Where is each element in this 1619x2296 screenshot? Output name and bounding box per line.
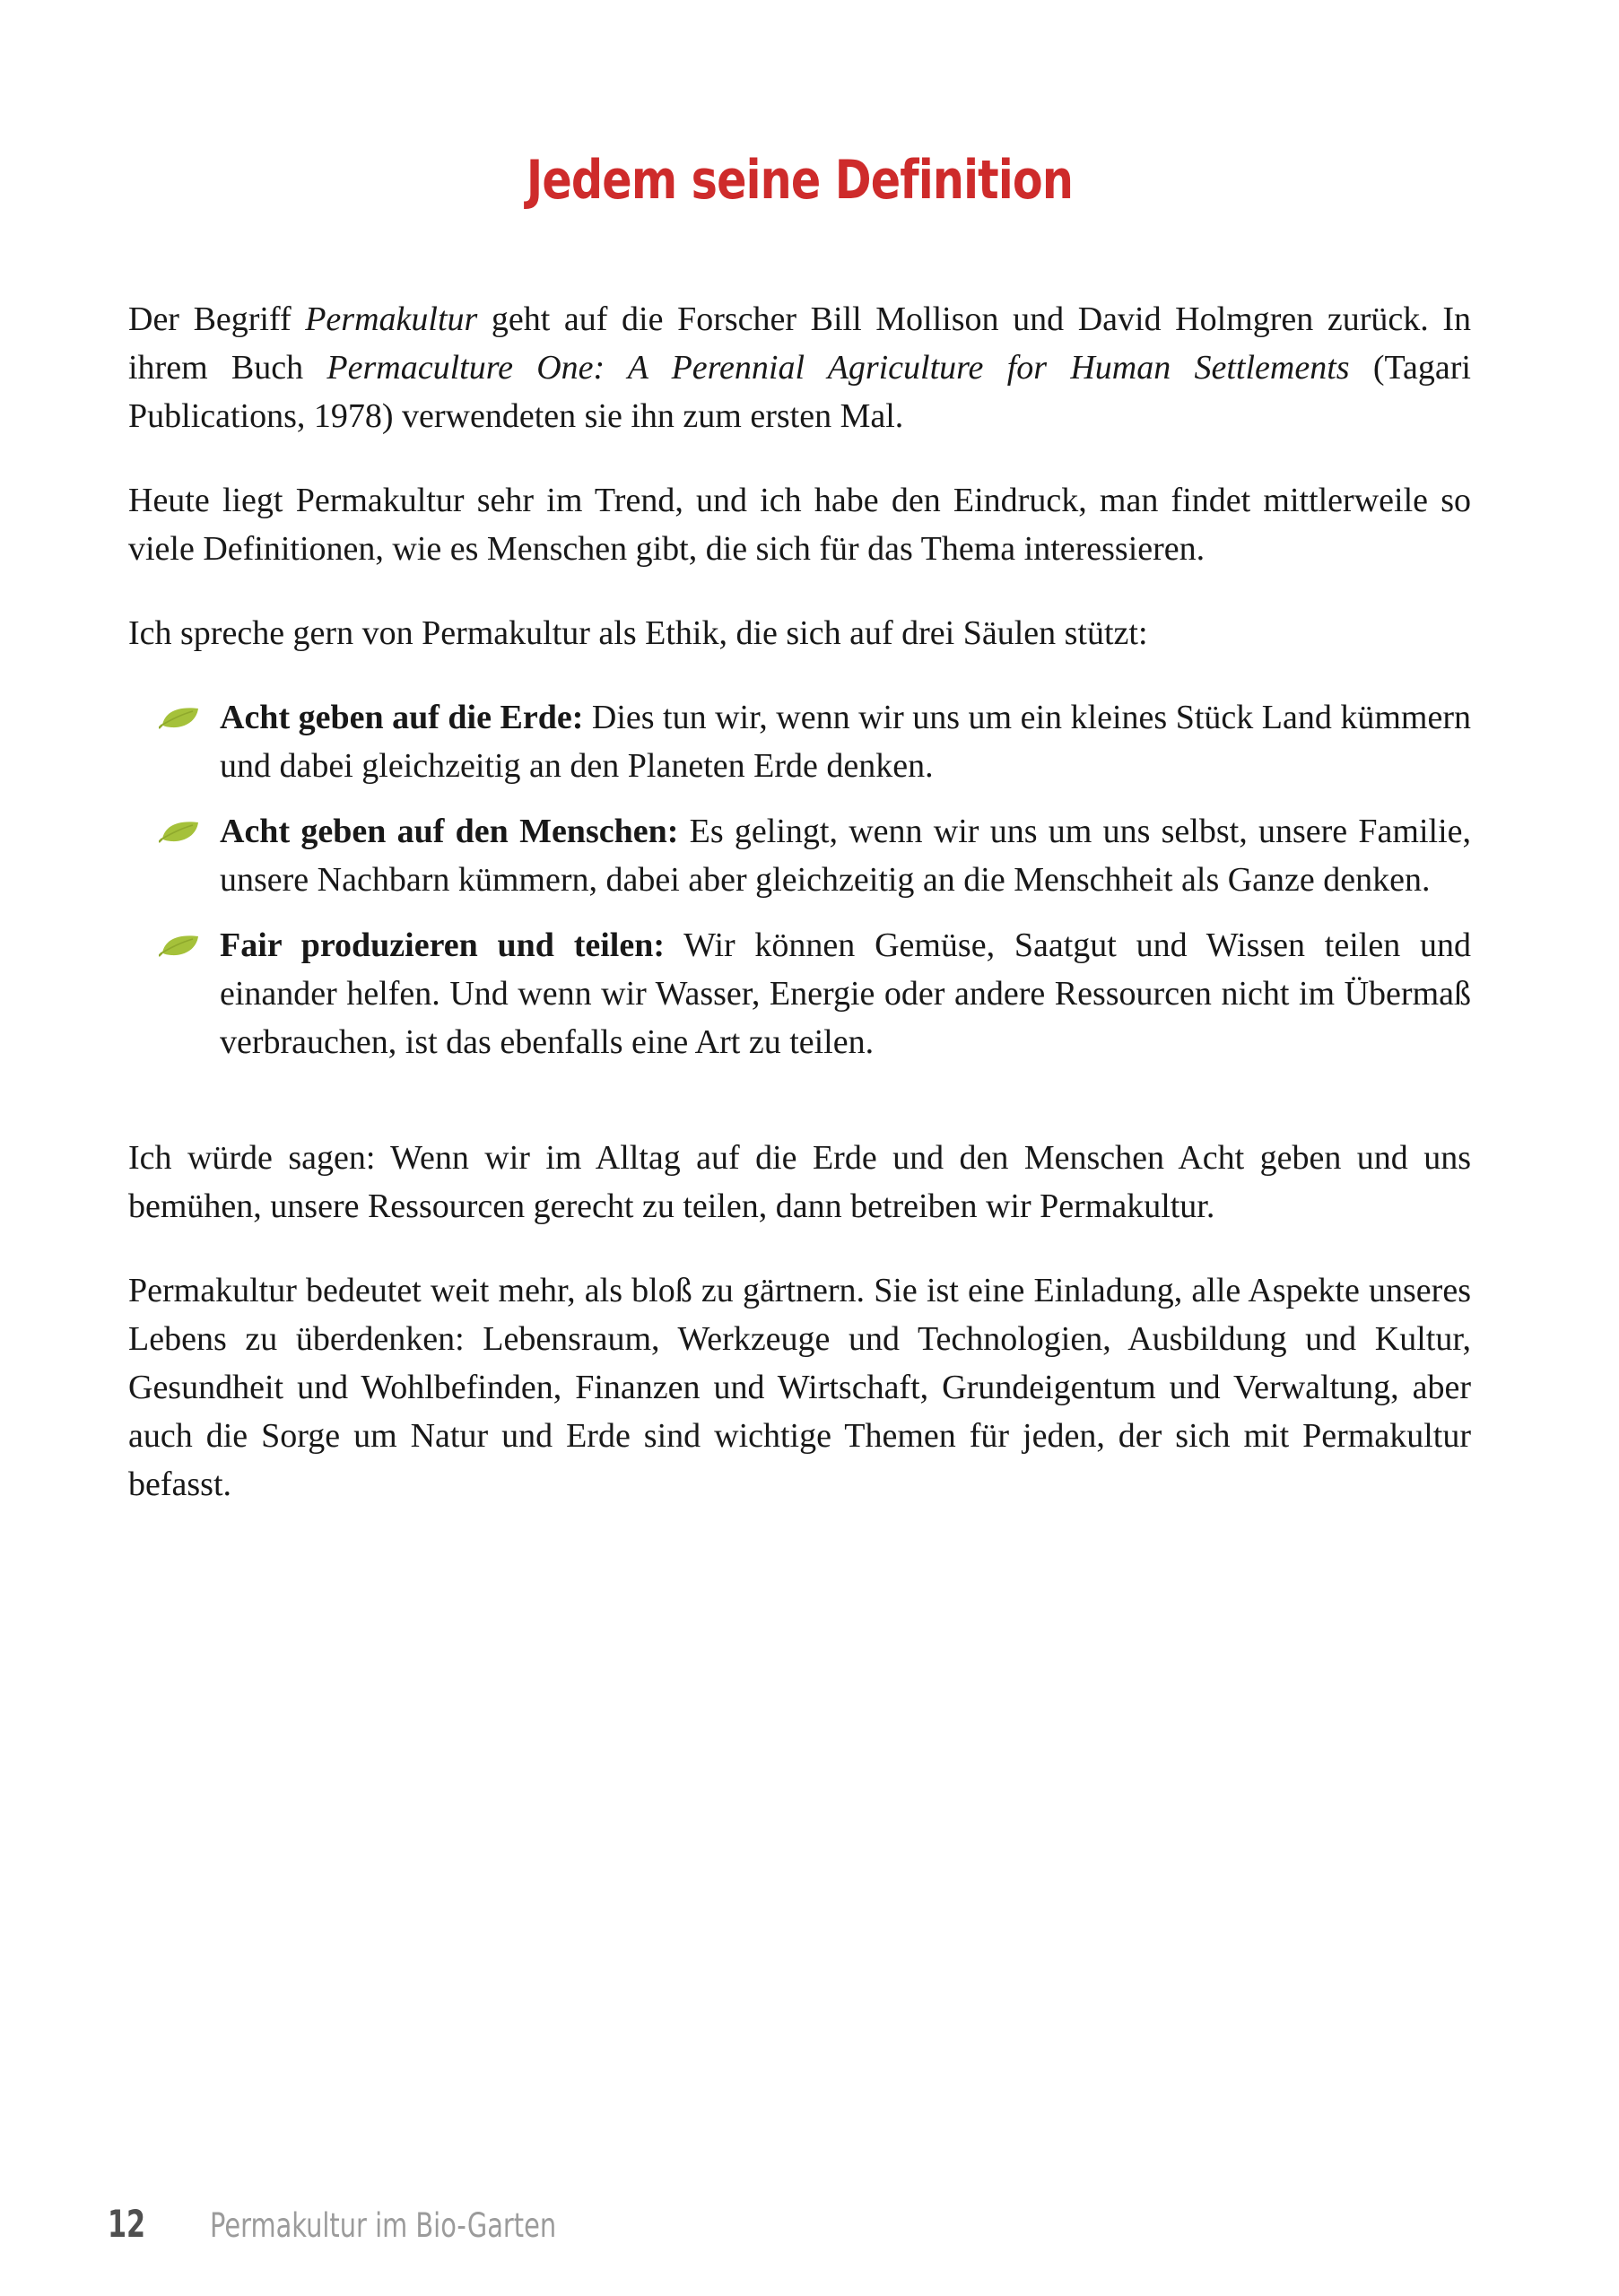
list-item-body: Es gelingt, wenn wir uns um uns selbst, unsere Familie, unsere Nachbarn kümmern, dabei aber gleichzeitig an die Menschheit als Ganze denken. bbox=[220, 813, 1472, 899]
paragraph-invitation: Permakultur bedeutet weit mehr, als bloß zu gärtnern. Sie ist eine Einladung, alle Aspekte unseres Lebens zu überdenken: Lebensraum, Werkzeuge und Technologien, Ausbildung und Kultur, Gesundheit und Wohlbefinden, Finanzen und Wirtschaft, Grundeigentum und Verwaltung, aber auch die Sorge um Natur und Erde sind wichtige Themen für jeden, der sich mit Permakultur befasst. bbox=[128, 1272, 1471, 1503]
running-title: Permakultur im Bio-Garten bbox=[210, 2206, 557, 2245]
page-footer bbox=[108, 2202, 655, 2246]
leaf-bullet-icon bbox=[159, 930, 202, 962]
section-heading: Jedem seine Definition bbox=[526, 149, 1074, 212]
list-item-lead: Acht geben auf den Menschen: bbox=[220, 813, 679, 850]
text-column bbox=[128, 148, 1471, 1544]
leaf-bullet-icon bbox=[159, 702, 202, 735]
list-item-earth-care bbox=[128, 693, 1471, 790]
paragraph-ethics-intro: Ich spreche gern von Permakultur als Ethik, die sich auf drei Säulen stützt: bbox=[128, 614, 1148, 652]
list-item-people-care bbox=[128, 807, 1471, 904]
leaf-bullet-icon bbox=[159, 816, 202, 848]
list-item-body: Wir können Gemüse, Saatgut und Wissen teilen und einander helfen. Und wenn wir Wasser, Energie oder andere Ressourcen nicht im Übermaß verbrauchen, ist das ebenfalls eine Art zu teilen. bbox=[220, 926, 1471, 1061]
list-item-lead: Fair produzieren und teilen: bbox=[220, 926, 666, 964]
paragraph-origin: Der Begriff Permakultur geht auf die Forscher Bill Mollison und David Holmgren zurück. In ihrem Buch Permaculture One: A Perennial Agriculture for Human Settlements (Tagari Publications, 1978) verwendeten sie ihn zum ersten Mal. bbox=[128, 300, 1471, 435]
paragraph-trend: Heute liegt Permakultur sehr im Trend, und ich habe den Eindruck, man findet mittlerweile so viele Definitionen, wie es Menschen gibt, die sich für das Thema interessieren. bbox=[128, 482, 1471, 568]
page-number: 12 bbox=[108, 2202, 146, 2246]
ethics-list bbox=[128, 693, 1471, 1066]
paragraph-summary: Ich würde sagen: Wenn wir im Alltag auf die Erde und den Menschen Acht geben und uns bemühen, unsere Ressourcen gerecht zu teilen, dann betreiben wir Permakultur. bbox=[128, 1139, 1471, 1225]
list-item-lead: Acht geben auf die Erde: bbox=[220, 699, 584, 736]
list-item-fair-share bbox=[128, 921, 1471, 1066]
list-item-body: Dies tun wir, wenn wir uns um ein kleines Stück Land kümmern und dabei gleichzeitig an den Planeten Erde denken. bbox=[220, 699, 1471, 785]
